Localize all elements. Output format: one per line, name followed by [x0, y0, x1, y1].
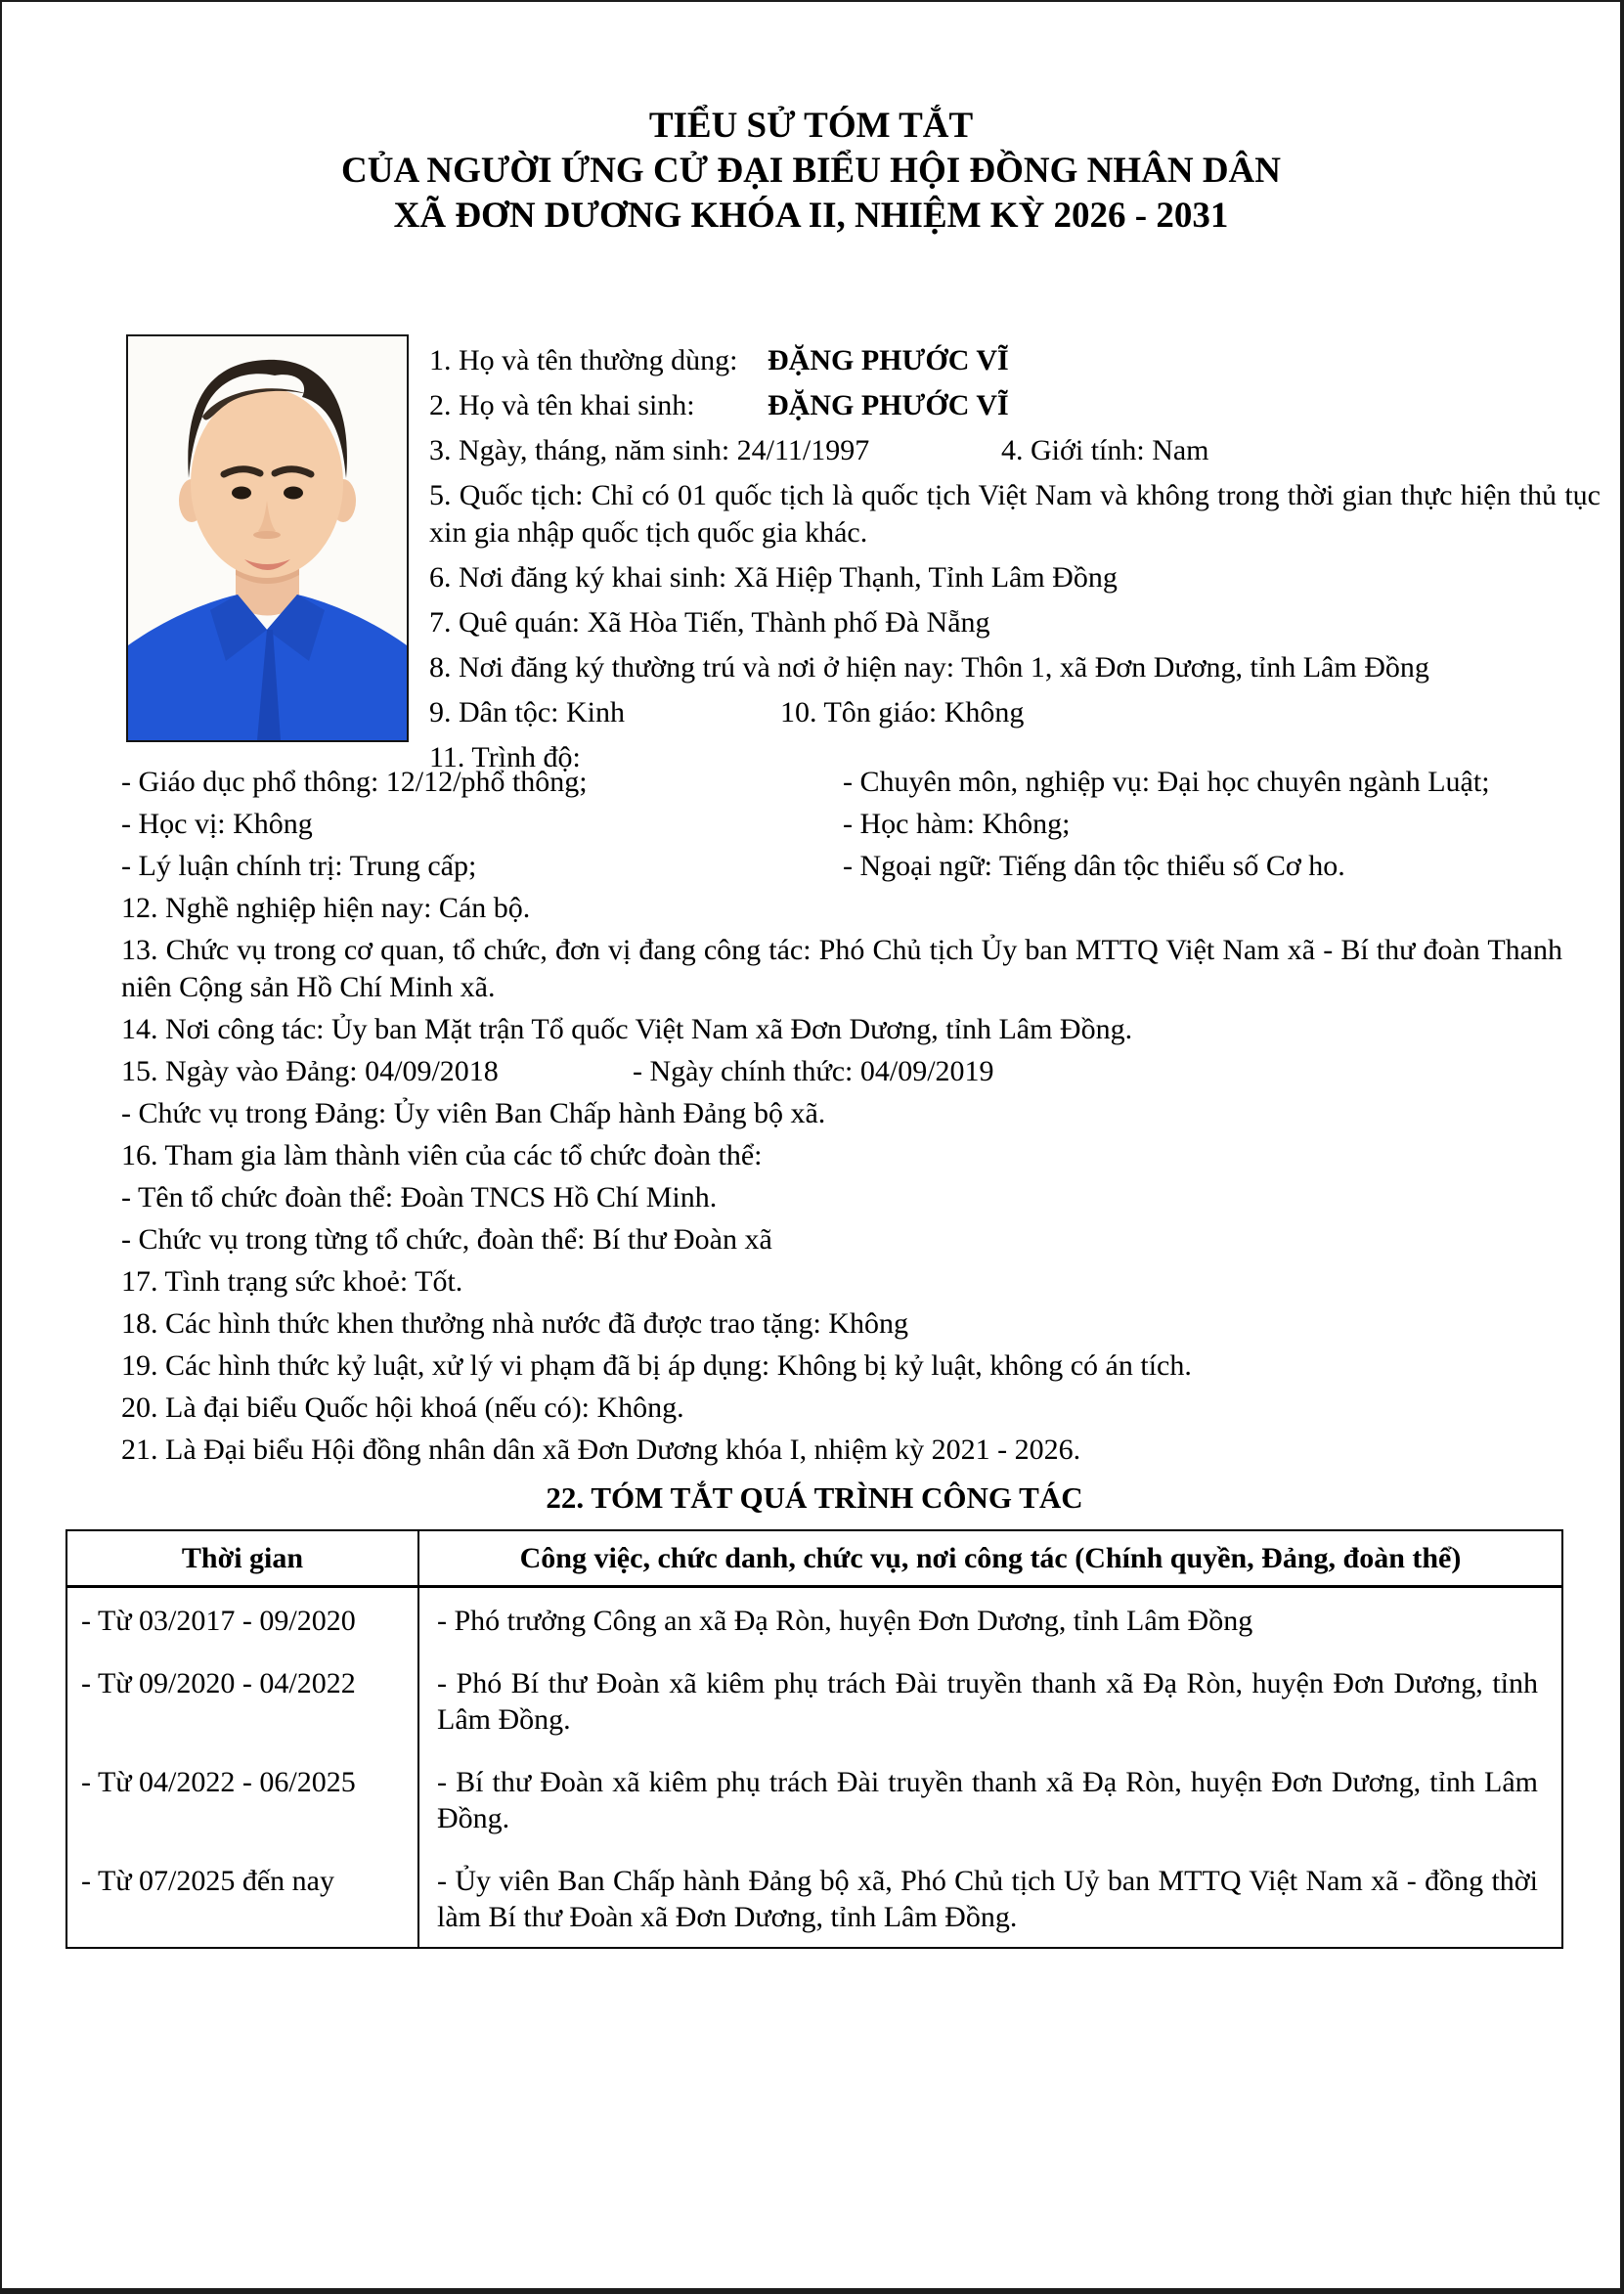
career-position: - Phó Bí thư Đoàn xã kiêm phụ trách Đài truyền thanh xã Đạ Ròn, huyện Đơn Dương, tỉnh Lâm Đồng.	[418, 1651, 1562, 1749]
field-discipline: 19. Các hình thức kỷ luật, xử lý vi phạm đã bị áp dụng: Không bị kỷ luật, không có án tích.	[121, 1349, 1192, 1382]
field-occupation: 12. Nghề nghiệp hiện nay: Cán bộ.	[121, 892, 531, 924]
qual-political-theory: - Lý luận chính trị: Trung cấp;	[121, 850, 477, 882]
table-row	[66, 1749, 1562, 1848]
field-ethnicity: 9. Dân tộc: Kinh	[429, 696, 625, 728]
column-header-position: Công việc, chức danh, chức vụ, nơi công tác (Chính quyền, Đảng, đoàn thể)	[418, 1530, 1562, 1587]
qual-professional: - Chuyên môn, nghiệp vụ: Đại học chuyên ngành Luật;	[843, 766, 1490, 798]
field-current-position: 13. Chức vụ trong cơ quan, tổ chức, đơn vị đang công tác: Phó Chủ tịch Ủy ban MTTQ Việt Nam xã - Bí thư đoàn Thanh niên Cộng sản Hồ Chí Minh xã.	[121, 934, 1562, 1003]
field-party-position: - Chức vụ trong Đảng: Ủy viên Ban Chấp hành Đảng bộ xã.	[121, 1097, 826, 1129]
field-party-dates	[121, 1053, 1562, 1090]
field-party-join-date: 15. Ngày vào Đảng: 04/09/2018	[121, 1055, 499, 1087]
field-gender: 4. Giới tính: Nam	[1001, 434, 1209, 466]
career-summary-heading: 22. TÓM TẮT QUÁ TRÌNH CÔNG TÁC	[546, 1480, 1083, 1515]
details-section	[81, 764, 1562, 1949]
qual-foreign-language: - Ngoại ngữ: Tiếng dân tộc thiểu số Cơ ho.	[843, 850, 1345, 882]
field-awards: 18. Các hình thức khen thưởng nhà nước đã được trao tặng: Không	[121, 1307, 908, 1340]
field-national-assembly: 20. Là đại biểu Quốc hội khoá (nếu có): Không.	[121, 1391, 684, 1424]
career-period: - Từ 09/2020 - 04/2022	[66, 1651, 418, 1749]
title-line-3: XÃ ĐƠN DƯƠNG KHÓA II, NHIỆM KỲ 2026 - 2031	[393, 196, 1229, 236]
field-hometown: 7. Quê quán: Xã Hòa Tiến, Thành phố Đà Nẵng	[429, 606, 990, 639]
title-line-2: CỦA NGƯỜI ỨNG CỬ ĐẠI BIỂU HỘI ĐỒNG NHÂN DÂN	[341, 151, 1281, 191]
career-position: - Bí thư Đoàn xã kiêm phụ trách Đài truyền thanh xã Đạ Ròn, huyện Đơn Dương, tỉnh Lâm Đồng.	[418, 1749, 1562, 1848]
field-birth-name-label: 2. Họ và tên khai sinh:	[429, 389, 695, 421]
candidate-photo	[126, 334, 409, 742]
field-organization-name: - Tên tổ chức đoàn thể: Đoàn TNCS Hồ Chí Minh.	[121, 1181, 718, 1213]
candidate-portrait-illustration	[128, 336, 407, 740]
field-dob-gender	[429, 432, 1601, 469]
field-birth-name-value: ĐẶNG PHƯỚC VĨ	[768, 389, 1009, 421]
field-ethnic-religion	[429, 694, 1601, 731]
field-religion: 10. Tôn giáo: Không	[780, 696, 1025, 728]
title-line-1: TIỂU SỬ TÓM TẮT	[648, 106, 974, 146]
column-header-period: Thời gian	[66, 1530, 418, 1587]
field-common-name-value: ĐẶNG PHƯỚC VĨ	[768, 344, 1009, 376]
career-history-table	[66, 1529, 1563, 1949]
career-position: - Ủy viên Ban Chấp hành Đảng bộ xã, Phó Chủ tịch Uỷ ban MTTQ Việt Nam xã - đồng thời làm Bí thư Đoàn xã Đơn Dương, tỉnh Lâm Đồng.	[418, 1848, 1562, 1948]
field-dob: 3. Ngày, tháng, năm sinh: 24/11/1997	[429, 434, 870, 466]
field-common-name-label: 1. Họ và tên thường dùng:	[429, 344, 738, 376]
qual-academic-title: - Học hàm: Không;	[843, 808, 1071, 840]
career-position: - Phó trưởng Công an xã Đạ Ròn, huyện Đơn Dương, tỉnh Lâm Đồng	[418, 1587, 1562, 1652]
document-title	[2, 104, 1620, 239]
career-period: - Từ 07/2025 đến nay	[66, 1848, 418, 1948]
field-peoples-council: 21. Là Đại biểu Hội đồng nhân dân xã Đơn Dương khóa I, nhiệm kỳ 2021 - 2026.	[121, 1434, 1081, 1466]
qualifications-grid	[121, 764, 1562, 890]
field-education-heading: 11. Trình độ:	[429, 741, 581, 773]
field-health: 17. Tình trạng sức khoẻ: Tốt.	[121, 1265, 463, 1298]
career-period: - Từ 04/2022 - 06/2025	[66, 1749, 418, 1848]
field-residence: 8. Nơi đăng ký thường trú và nơi ở hiện nay: Thôn 1, xã Đơn Dương, tỉnh Lâm Đồng	[429, 651, 1429, 684]
field-party-official-date: - Ngày chính thức: 04/09/2019	[633, 1055, 994, 1087]
table-row	[66, 1848, 1562, 1948]
field-organization-position: - Chức vụ trong từng tổ chức, đoàn thể: Bí thư Đoàn xã	[121, 1223, 772, 1256]
career-period: - Từ 03/2017 - 09/2020	[66, 1587, 418, 1652]
table-row	[66, 1651, 1562, 1749]
field-organizations: 16. Tham gia làm thành viên của các tổ chức đoàn thể:	[121, 1139, 763, 1171]
field-workplace: 14. Nơi công tác: Ủy ban Mặt trận Tổ quốc Việt Nam xã Đơn Dương, tỉnh Lâm Đồng.	[121, 1013, 1133, 1045]
qual-general-education: - Giáo dục phổ thông: 12/12/phổ thông;	[121, 766, 588, 798]
personal-info-section	[429, 342, 1601, 784]
field-common-name	[429, 342, 1601, 379]
table-header-row	[66, 1530, 1562, 1587]
qual-degree: - Học vị: Không	[121, 808, 313, 840]
field-birth-registration: 6. Nơi đăng ký khai sinh: Xã Hiệp Thạnh, Tỉnh Lâm Đồng	[429, 561, 1118, 594]
table-row	[66, 1587, 1562, 1652]
field-birth-name	[429, 387, 1601, 424]
field-nationality: 5. Quốc tịch: Chỉ có 01 quốc tịch là quốc tịch Việt Nam và không trong thời gian thực hiện thủ tục xin gia nhập quốc tịch quốc gia khác.	[429, 479, 1601, 549]
